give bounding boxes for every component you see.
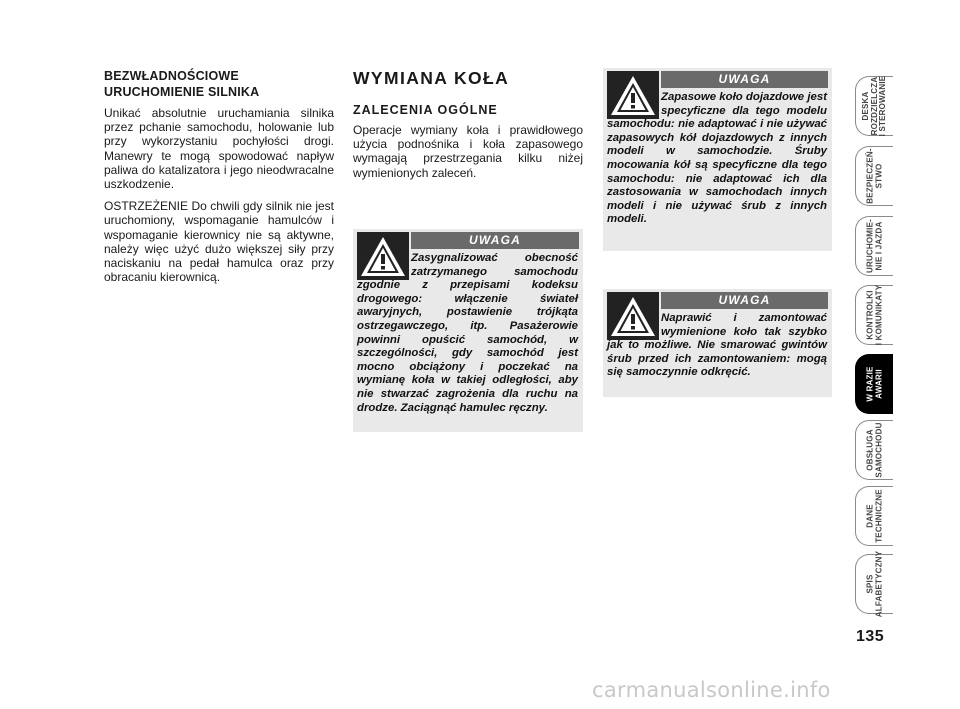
heading-line-1: BEZWŁADNOŚCIOWE	[104, 69, 239, 83]
heading-line-2: URUCHOMIENIE SILNIKA	[104, 85, 260, 99]
warning-label: UWAGA	[411, 232, 579, 249]
section-heading	[104, 68, 334, 100]
warning-label: UWAGA	[661, 71, 828, 88]
warning-box-1	[353, 229, 583, 432]
paragraph-1: Unikać absolutnie uruchamiania silnika przez pchanie samochodu, holowanie lub przy wykorzystaniu pochyłości drogi. Manewry te mogą spowodować napływ paliwa do katalizatora i jego nieodwracalne uszkodzenie.	[104, 106, 334, 192]
middle-column	[353, 68, 583, 188]
tab-label: W RAZIE AWARII	[864, 366, 883, 402]
warning-box-3	[603, 289, 832, 397]
tab-kontrolki[interactable]	[855, 285, 893, 345]
page-number: 135	[856, 628, 885, 645]
warning-text	[607, 312, 827, 380]
tab-obsluga-samochodu[interactable]	[855, 420, 893, 480]
tab-label: OBSŁUGA SAMOCHODU	[864, 422, 883, 478]
left-column	[104, 68, 334, 292]
tab-label: URUCHOMIE- NIE I JAZDA	[864, 219, 883, 273]
paragraph-2: OSTRZEŻENIE Do chwili gdy silnik nie jest uruchomiony, wspomaganie hamulców i wspomaganie kierownicy nie są aktywne, należy więc użyć dużo większej siły przy naciskaniu na pedał hamulca oraz przy obracaniu kierownicą.	[104, 199, 334, 285]
tab-deska-rozdzielcza[interactable]	[855, 76, 893, 136]
warning-text	[607, 91, 827, 227]
tab-label: DESKA ROZDZIELCZA I STEROWANIE	[860, 75, 887, 137]
tab-dane-techniczne[interactable]	[855, 486, 893, 546]
tab-bezpieczenstwo[interactable]	[855, 146, 893, 206]
warning-label: UWAGA	[661, 292, 828, 309]
tab-label: BEZPIECZEŃ- STWO	[864, 148, 883, 204]
tab-w-razie-awarii[interactable]	[855, 354, 893, 414]
tab-uruchomienie-i-jazda[interactable]	[855, 216, 893, 276]
watermark: carmanualsonline.info	[592, 678, 831, 702]
page-title: WYMIANA KOŁA	[353, 68, 510, 88]
tab-label: KONTROLKI I KOMUNIKATY	[864, 284, 883, 346]
warning-box-2	[603, 68, 832, 251]
intro-paragraph: Operacje wymiany koła i prawidłowego użycia podnośnika i koła zapasowego wymagają przestrzegania kilku niżej wymienionych zaleceń.	[353, 123, 583, 180]
subheading: ZALECENIA OGÓLNE	[353, 103, 498, 117]
warning-text-content: Zasygnalizować obecność zatrzymanego samochodu zgodnie z przepisami kodeksu drogowego: włączenie świateł awaryjnych, postawienie trójkąta ostrzegawczego, itp. Pasażerowie powinni opuścić samochód, w szczególności, gdy samochód jest mocno obciążony i poczekać na wymianę koła w takiej odległości, aby nie stwarzać zagrożenia dla ruchu na drodze. Zaciągnąć hamulec ręczny.	[357, 252, 578, 414]
tab-spis-alfabetyczny[interactable]	[855, 550, 893, 618]
warning-text-content: Naprawić i zamontować wymienione koło tak szybko jak to możliwe. Nie smarować gwintów śrub przed ich zamontowaniem: mogą się samoczynnie odkręcić.	[607, 312, 827, 379]
warning-text-content: Zapasowe koło dojazdowe jest specyficzne dla tego modelu samochodu: nie adaptować i nie używać zapasowych kół dojazdowych z innych modeli w samochodzie. Śruby mocowania kół są specyficzne dla tego samochodu: nie adaptować ich dla zastosowania w samochodach innych modeli i nie używać śrub z innych modeli.	[607, 91, 827, 226]
warning-text	[357, 252, 578, 415]
tab-label: DANE TECHNICZNE	[864, 489, 883, 543]
tab-label: SPIS ALFABETYCZNY	[864, 550, 883, 618]
